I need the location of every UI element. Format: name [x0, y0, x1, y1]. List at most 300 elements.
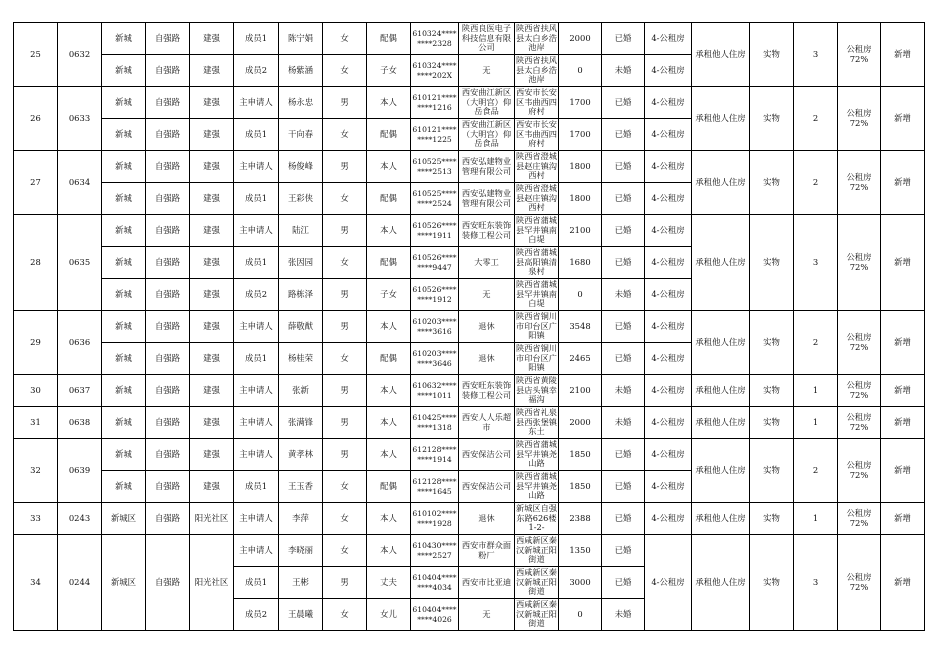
gender-cell: 男 — [323, 215, 367, 247]
community-cell: 建强 — [190, 279, 234, 311]
relation-cell: 本人 — [367, 87, 411, 119]
income-cell: 1350 — [559, 535, 602, 567]
id-number-cell: 610324********2328 — [411, 23, 459, 55]
income-cell: 0 — [559, 55, 602, 87]
group-number-cell: 27 — [14, 151, 58, 215]
member-role-cell: 成员1 — [234, 183, 279, 215]
work-unit-cell: 西安市比亚迪 — [459, 567, 515, 599]
table-row — [14, 215, 925, 247]
id-number-cell: 610525********2513 — [411, 151, 459, 183]
street-cell: 自强路 — [146, 439, 190, 471]
district-cell: 新城 — [102, 215, 146, 247]
address-cell: 陕西省铜川市印台区广阳镇 — [515, 343, 559, 375]
member-role-cell: 主申请人 — [234, 535, 279, 567]
housing-status-cell: 承租他人住房 — [692, 407, 750, 439]
income-cell: 2100 — [559, 375, 602, 407]
street-cell: 自强路 — [146, 535, 190, 631]
member-role-cell: 主申请人 — [234, 375, 279, 407]
id-number-cell: 610203********3616 — [411, 311, 459, 343]
district-cell: 新城区 — [102, 503, 146, 535]
relation-cell: 本人 — [367, 375, 411, 407]
member-role-cell: 成员2 — [234, 599, 279, 631]
table-row — [14, 151, 925, 183]
work-unit-cell: 退休 — [459, 503, 515, 535]
housing-type-cell: 4-公租房 — [645, 375, 692, 407]
work-unit-cell: 陕西良医电子科技信息有限公司 — [459, 23, 515, 55]
housing-type-cell: 4-公租房 — [645, 311, 692, 343]
group-code-cell: 0634 — [58, 151, 102, 215]
group-number-cell: 30 — [14, 375, 58, 407]
address-cell: 陕西省蒲城县高阳镇清泉村 — [515, 247, 559, 279]
household-count-cell: 1 — [794, 407, 838, 439]
housing-type-cell: 4-公租房 — [645, 503, 692, 535]
remark-cell: 新增 — [881, 215, 925, 311]
member-name-cell: 王彬 — [279, 567, 323, 599]
community-cell: 建强 — [190, 247, 234, 279]
housing-status-cell: 承租他人住房 — [692, 503, 750, 535]
community-cell: 建强 — [190, 151, 234, 183]
table-row — [14, 23, 925, 55]
support-method-cell: 实物 — [750, 87, 794, 151]
rent-ratio-cell: 公租房72% — [838, 215, 881, 311]
district-cell: 新城 — [102, 375, 146, 407]
member-role-cell: 成员2 — [234, 55, 279, 87]
housing-status-cell: 承租他人住房 — [692, 23, 750, 87]
community-cell: 建强 — [190, 311, 234, 343]
relation-cell: 本人 — [367, 311, 411, 343]
id-number-cell: 610425********1318 — [411, 407, 459, 439]
member-role-cell: 主申请人 — [234, 215, 279, 247]
member-name-cell: 陈宁娟 — [279, 23, 323, 55]
address-cell: 新城区自强东路626楼1-2- — [515, 503, 559, 535]
gender-cell: 女 — [323, 343, 367, 375]
address-cell: 陕西省蒲城县罕井镇南白堤 — [515, 215, 559, 247]
work-unit-cell: 西安旺东装饰装修工程公司 — [459, 375, 515, 407]
rent-ratio-cell: 公租房72% — [838, 23, 881, 87]
community-cell: 建强 — [190, 215, 234, 247]
work-unit-cell: 西安曲江新区（大明宫）仰岳食品 — [459, 119, 515, 151]
address-cell: 西安市长安区韦曲西四府村 — [515, 87, 559, 119]
work-unit-cell: 西安旺东装饰装修工程公司 — [459, 215, 515, 247]
marital-status-cell: 已婚 — [602, 471, 645, 503]
district-cell: 新城 — [102, 87, 146, 119]
income-cell: 1680 — [559, 247, 602, 279]
member-name-cell: 张满锋 — [279, 407, 323, 439]
table-body — [14, 23, 925, 631]
marital-status-cell: 已婚 — [602, 87, 645, 119]
support-method-cell: 实物 — [750, 375, 794, 407]
marital-status-cell: 未婚 — [602, 599, 645, 631]
id-number-cell: 610324********202X — [411, 55, 459, 87]
relation-cell: 本人 — [367, 151, 411, 183]
housing-type-cell: 4-公租房 — [645, 151, 692, 183]
table-row — [14, 503, 925, 535]
income-cell: 1850 — [559, 439, 602, 471]
group-code-cell: 0636 — [58, 311, 102, 375]
household-count-cell: 3 — [794, 23, 838, 87]
marital-status-cell: 已婚 — [602, 215, 645, 247]
housing-type-cell: 4-公租房 — [645, 183, 692, 215]
group-number-cell: 34 — [14, 535, 58, 631]
street-cell: 自强路 — [146, 119, 190, 151]
relation-cell: 本人 — [367, 503, 411, 535]
housing-type-cell: 4-公租房 — [645, 471, 692, 503]
rent-ratio-cell: 公租房72% — [838, 87, 881, 151]
id-number-cell: 610526********1912 — [411, 279, 459, 311]
housing-application-table — [13, 22, 925, 631]
work-unit-cell: 无 — [459, 55, 515, 87]
marital-status-cell: 已婚 — [602, 23, 645, 55]
gender-cell: 男 — [323, 407, 367, 439]
community-cell: 阳光社区 — [190, 503, 234, 535]
community-cell: 建强 — [190, 55, 234, 87]
group-number-cell: 32 — [14, 439, 58, 503]
marital-status-cell: 已婚 — [602, 439, 645, 471]
marital-status-cell: 已婚 — [602, 503, 645, 535]
group-number-cell: 29 — [14, 311, 58, 375]
rent-ratio-cell: 公租房72% — [838, 375, 881, 407]
member-name-cell: 王彩侠 — [279, 183, 323, 215]
table-row — [14, 375, 925, 407]
district-cell: 新城 — [102, 439, 146, 471]
member-name-cell: 杨永忠 — [279, 87, 323, 119]
community-cell: 建强 — [190, 87, 234, 119]
relation-cell: 子女 — [367, 279, 411, 311]
relation-cell: 配偶 — [367, 119, 411, 151]
gender-cell: 男 — [323, 151, 367, 183]
relation-cell: 本人 — [367, 215, 411, 247]
marital-status-cell: 已婚 — [602, 343, 645, 375]
id-number-cell: 612128********1645 — [411, 471, 459, 503]
work-unit-cell: 西安保洁公司 — [459, 439, 515, 471]
household-count-cell: 1 — [794, 503, 838, 535]
street-cell: 自强路 — [146, 23, 190, 55]
gender-cell: 女 — [323, 599, 367, 631]
housing-type-cell: 4-公租房 — [645, 55, 692, 87]
marital-status-cell: 未婚 — [602, 279, 645, 311]
marital-status-cell: 已婚 — [602, 535, 645, 567]
relation-cell: 配偶 — [367, 471, 411, 503]
id-number-cell: 612128********1914 — [411, 439, 459, 471]
income-cell: 1850 — [559, 471, 602, 503]
street-cell: 自强路 — [146, 215, 190, 247]
address-cell: 陕西省蒲城县罕井镇尧山路 — [515, 439, 559, 471]
table-row — [14, 311, 925, 343]
work-unit-cell: 西安保洁公司 — [459, 471, 515, 503]
housing-type-cell: 4-公租房 — [645, 87, 692, 119]
income-cell: 2465 — [559, 343, 602, 375]
group-code-cell: 0637 — [58, 375, 102, 407]
housing-status-cell: 承租他人住房 — [692, 375, 750, 407]
income-cell: 1700 — [559, 119, 602, 151]
relation-cell: 丈夫 — [367, 567, 411, 599]
district-cell: 新城 — [102, 343, 146, 375]
relation-cell: 配偶 — [367, 343, 411, 375]
id-number-cell: 610632********1011 — [411, 375, 459, 407]
support-method-cell: 实物 — [750, 535, 794, 631]
remark-cell: 新增 — [881, 503, 925, 535]
group-number-cell: 25 — [14, 23, 58, 87]
member-role-cell: 成员1 — [234, 247, 279, 279]
gender-cell: 女 — [323, 503, 367, 535]
member-role-cell: 主申请人 — [234, 407, 279, 439]
member-name-cell: 王玉香 — [279, 471, 323, 503]
member-role-cell: 成员2 — [234, 279, 279, 311]
remark-cell: 新增 — [881, 535, 925, 631]
address-cell: 陕西省澄城县赵庄镇沟西村 — [515, 183, 559, 215]
address-cell: 陕西省黄陵县店头镇幸福沟 — [515, 375, 559, 407]
address-cell: 陕西省扶风县太白乡浩池岸 — [515, 23, 559, 55]
group-number-cell: 28 — [14, 215, 58, 311]
income-cell: 1800 — [559, 151, 602, 183]
rent-ratio-cell: 公租房72% — [838, 311, 881, 375]
housing-type-cell: 4-公租房 — [645, 247, 692, 279]
remark-cell: 新增 — [881, 407, 925, 439]
address-cell: 陕西省蒲城县罕井镇南白堤 — [515, 279, 559, 311]
gender-cell: 女 — [323, 471, 367, 503]
marital-status-cell: 已婚 — [602, 151, 645, 183]
work-unit-cell: 西安弘建物业管理有限公司 — [459, 151, 515, 183]
marital-status-cell: 未婚 — [602, 375, 645, 407]
street-cell: 自强路 — [146, 407, 190, 439]
id-number-cell: 610121********1225 — [411, 119, 459, 151]
rent-ratio-cell: 公租房72% — [838, 407, 881, 439]
gender-cell: 女 — [323, 23, 367, 55]
housing-status-cell: 承租他人住房 — [692, 151, 750, 215]
id-number-cell: 610525********2524 — [411, 183, 459, 215]
gender-cell: 女 — [323, 119, 367, 151]
income-cell: 1800 — [559, 183, 602, 215]
support-method-cell: 实物 — [750, 215, 794, 311]
work-unit-cell: 西安市群众面粉厂 — [459, 535, 515, 567]
group-number-cell: 31 — [14, 407, 58, 439]
gender-cell: 女 — [323, 183, 367, 215]
work-unit-cell: 退休 — [459, 311, 515, 343]
member-name-cell: 杨紫涵 — [279, 55, 323, 87]
id-number-cell: 610203********3646 — [411, 343, 459, 375]
group-number-cell: 33 — [14, 503, 58, 535]
gender-cell: 女 — [323, 55, 367, 87]
district-cell: 新城 — [102, 151, 146, 183]
work-unit-cell: 西安人人乐超市 — [459, 407, 515, 439]
street-cell: 自强路 — [146, 247, 190, 279]
member-role-cell: 主申请人 — [234, 503, 279, 535]
group-code-cell: 0244 — [58, 535, 102, 631]
street-cell: 自强路 — [146, 55, 190, 87]
member-role-cell: 成员1 — [234, 343, 279, 375]
housing-type-cell: 4-公租房 — [645, 119, 692, 151]
marital-status-cell: 已婚 — [602, 311, 645, 343]
id-number-cell: 610404********4026 — [411, 599, 459, 631]
member-name-cell: 杨俊峰 — [279, 151, 323, 183]
rent-ratio-cell: 公租房72% — [838, 439, 881, 503]
support-method-cell: 实物 — [750, 503, 794, 535]
income-cell: 3548 — [559, 311, 602, 343]
marital-status-cell: 未婚 — [602, 407, 645, 439]
district-cell: 新城 — [102, 55, 146, 87]
work-unit-cell: 退休 — [459, 343, 515, 375]
member-name-cell: 薛敬猷 — [279, 311, 323, 343]
community-cell: 建强 — [190, 407, 234, 439]
relation-cell: 配偶 — [367, 23, 411, 55]
member-role-cell: 成员1 — [234, 23, 279, 55]
member-name-cell: 李萍 — [279, 503, 323, 535]
gender-cell: 女 — [323, 247, 367, 279]
street-cell: 自强路 — [146, 471, 190, 503]
district-cell: 新城 — [102, 247, 146, 279]
income-cell: 2100 — [559, 215, 602, 247]
marital-status-cell: 已婚 — [602, 183, 645, 215]
table-row — [14, 535, 925, 567]
community-cell: 建强 — [190, 375, 234, 407]
household-count-cell: 2 — [794, 439, 838, 503]
district-cell: 新城 — [102, 183, 146, 215]
marital-status-cell: 未婚 — [602, 55, 645, 87]
support-method-cell: 实物 — [750, 439, 794, 503]
community-cell: 建强 — [190, 183, 234, 215]
income-cell: 1700 — [559, 87, 602, 119]
gender-cell: 男 — [323, 567, 367, 599]
rent-ratio-cell: 公租房72% — [838, 535, 881, 631]
marital-status-cell: 已婚 — [602, 247, 645, 279]
housing-type-cell: 4-公租房 — [645, 535, 692, 631]
district-cell: 新城 — [102, 407, 146, 439]
gender-cell: 男 — [323, 439, 367, 471]
household-count-cell: 3 — [794, 215, 838, 311]
household-count-cell: 3 — [794, 535, 838, 631]
id-number-cell: 610121********1216 — [411, 87, 459, 119]
remark-cell: 新增 — [881, 439, 925, 503]
id-number-cell: 610526********9447 — [411, 247, 459, 279]
household-count-cell: 2 — [794, 151, 838, 215]
member-name-cell: 陆江 — [279, 215, 323, 247]
relation-cell: 本人 — [367, 407, 411, 439]
member-role-cell: 成员1 — [234, 567, 279, 599]
housing-type-cell: 4-公租房 — [645, 23, 692, 55]
street-cell: 自强路 — [146, 311, 190, 343]
gender-cell: 女 — [323, 535, 367, 567]
group-code-cell: 0638 — [58, 407, 102, 439]
housing-type-cell: 4-公租房 — [645, 279, 692, 311]
housing-status-cell: 承租他人住房 — [692, 535, 750, 631]
work-unit-cell: 无 — [459, 599, 515, 631]
street-cell: 自强路 — [146, 151, 190, 183]
gender-cell: 男 — [323, 279, 367, 311]
relation-cell: 女儿 — [367, 599, 411, 631]
id-number-cell: 610430********2527 — [411, 535, 459, 567]
address-cell: 陕西省扶风县太白乡浩池岸 — [515, 55, 559, 87]
household-count-cell: 2 — [794, 87, 838, 151]
housing-type-cell: 4-公租房 — [645, 343, 692, 375]
id-number-cell: 610102********1928 — [411, 503, 459, 535]
street-cell: 自强路 — [146, 87, 190, 119]
address-cell: 西咸新区秦汉新城正阳街道 — [515, 599, 559, 631]
relation-cell: 配偶 — [367, 247, 411, 279]
income-cell: 0 — [559, 279, 602, 311]
address-cell: 陕西省礼泉县西张堡镇东土 — [515, 407, 559, 439]
community-cell: 建强 — [190, 23, 234, 55]
income-cell: 2000 — [559, 407, 602, 439]
remark-cell: 新增 — [881, 375, 925, 407]
table-row — [14, 439, 925, 471]
work-unit-cell: 西安弘建物业管理有限公司 — [459, 183, 515, 215]
support-method-cell: 实物 — [750, 407, 794, 439]
relation-cell: 子女 — [367, 55, 411, 87]
community-cell: 阳光社区 — [190, 535, 234, 631]
income-cell: 0 — [559, 599, 602, 631]
member-role-cell: 主申请人 — [234, 439, 279, 471]
table-row — [14, 407, 925, 439]
id-number-cell: 610526********1911 — [411, 215, 459, 247]
member-role-cell: 成员1 — [234, 119, 279, 151]
address-cell: 西安市长安区韦曲西四府村 — [515, 119, 559, 151]
remark-cell: 新增 — [881, 87, 925, 151]
address-cell: 陕西省蒲城县罕井镇尧山路 — [515, 471, 559, 503]
group-code-cell: 0243 — [58, 503, 102, 535]
housing-status-cell: 承租他人住房 — [692, 215, 750, 311]
support-method-cell: 实物 — [750, 311, 794, 375]
marital-status-cell: 已婚 — [602, 567, 645, 599]
group-number-cell: 26 — [14, 87, 58, 151]
community-cell: 建强 — [190, 439, 234, 471]
group-code-cell: 0635 — [58, 215, 102, 311]
income-cell: 3000 — [559, 567, 602, 599]
housing-type-cell: 4-公租房 — [645, 407, 692, 439]
district-cell: 新城 — [102, 23, 146, 55]
address-cell: 陕西省铜川市印台区广阳镇 — [515, 311, 559, 343]
member-name-cell: 张新 — [279, 375, 323, 407]
member-name-cell: 李晓丽 — [279, 535, 323, 567]
member-name-cell: 张因园 — [279, 247, 323, 279]
group-code-cell: 0639 — [58, 439, 102, 503]
rent-ratio-cell: 公租房72% — [838, 503, 881, 535]
community-cell: 建强 — [190, 343, 234, 375]
housing-status-cell: 承租他人住房 — [692, 87, 750, 151]
district-cell: 新城区 — [102, 535, 146, 631]
relation-cell: 本人 — [367, 439, 411, 471]
district-cell: 新城 — [102, 311, 146, 343]
gender-cell: 男 — [323, 375, 367, 407]
street-cell: 自强路 — [146, 279, 190, 311]
housing-status-cell: 承租他人住房 — [692, 311, 750, 375]
address-cell: 西咸新区秦汉新城正阳街道 — [515, 567, 559, 599]
support-method-cell: 实物 — [750, 23, 794, 87]
district-cell: 新城 — [102, 471, 146, 503]
group-code-cell: 0633 — [58, 87, 102, 151]
street-cell: 自强路 — [146, 183, 190, 215]
member-name-cell: 王晨曦 — [279, 599, 323, 631]
marital-status-cell: 已婚 — [602, 119, 645, 151]
member-name-cell: 杨桂荣 — [279, 343, 323, 375]
member-name-cell: 黄孝林 — [279, 439, 323, 471]
street-cell: 自强路 — [146, 375, 190, 407]
work-unit-cell: 大零工 — [459, 247, 515, 279]
community-cell: 建强 — [190, 119, 234, 151]
remark-cell: 新增 — [881, 23, 925, 87]
street-cell: 自强路 — [146, 343, 190, 375]
relation-cell: 本人 — [367, 535, 411, 567]
remark-cell: 新增 — [881, 151, 925, 215]
support-method-cell: 实物 — [750, 151, 794, 215]
housing-type-cell: 4-公租房 — [645, 439, 692, 471]
work-unit-cell: 无 — [459, 279, 515, 311]
group-code-cell: 0632 — [58, 23, 102, 87]
relation-cell: 配偶 — [367, 183, 411, 215]
district-cell: 新城 — [102, 119, 146, 151]
member-role-cell: 主申请人 — [234, 151, 279, 183]
housing-status-cell: 承租他人住房 — [692, 439, 750, 503]
id-number-cell: 610404********4034 — [411, 567, 459, 599]
